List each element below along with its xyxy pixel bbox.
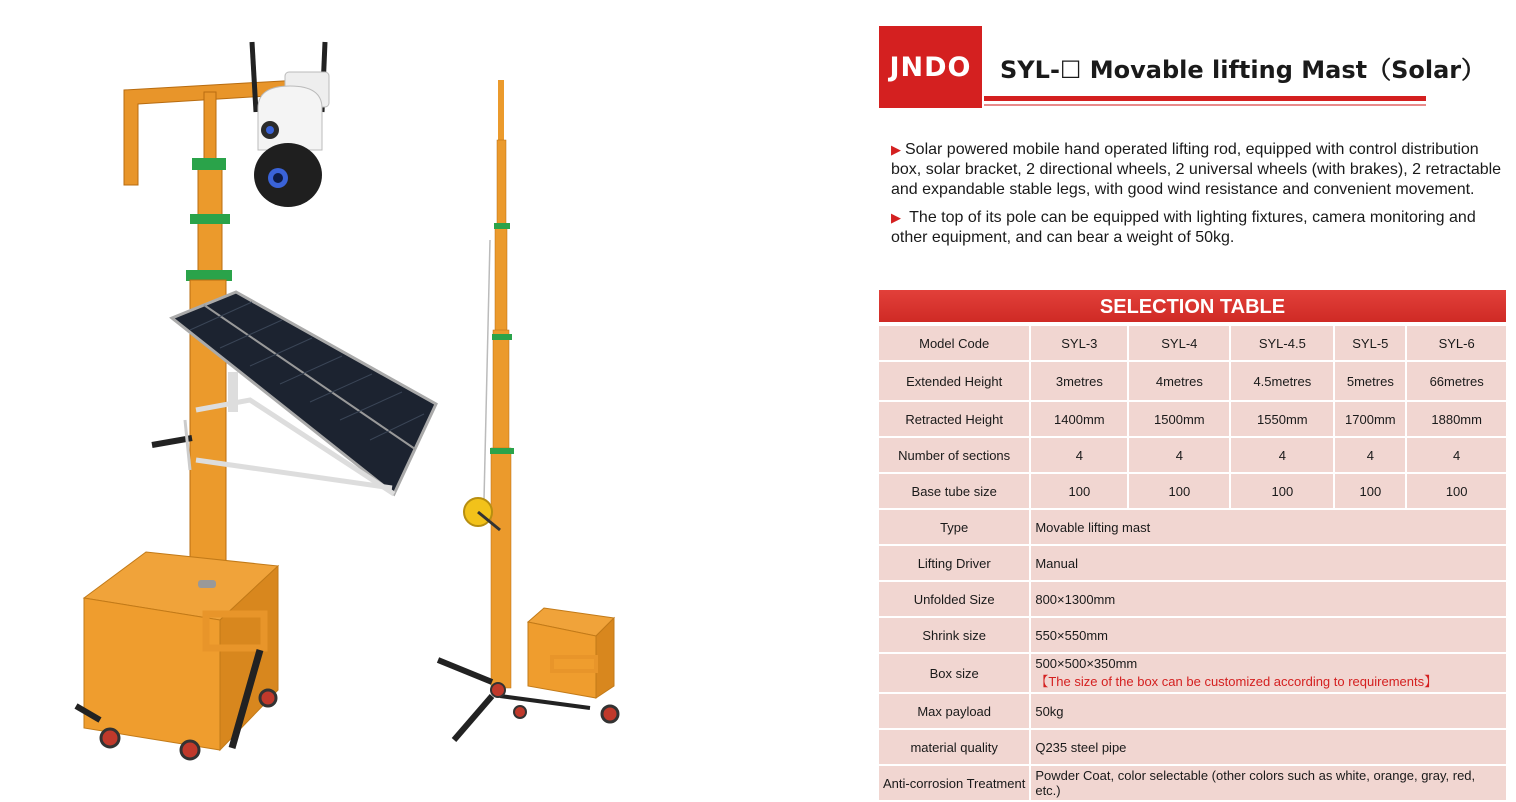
- selection-table-header: SELECTION TABLE: [879, 290, 1506, 322]
- table-row: Shrink size 550×550mm: [879, 618, 1506, 652]
- product-description: [891, 140, 1509, 256]
- box-size-note: 【The size of the box can be customized according to requirements】: [1035, 674, 1438, 689]
- table-row: Lifting Driver Manual: [879, 546, 1506, 580]
- brand-logo: JNDO: [879, 26, 982, 108]
- table-row: Model Code SYL-3 SYL-4 SYL-4.5 SYL-5 SYL-6: [879, 326, 1506, 360]
- table-row: Base tube size 100 100 100 100 100: [879, 474, 1506, 508]
- table-row: Number of sections 4 4 4 4 4: [879, 438, 1506, 472]
- red-triangle-icon: ▶: [891, 142, 901, 157]
- page-title: SYL-☐ Movable lifting Mast（Solar）: [1000, 56, 1486, 84]
- table-row: Retracted Height 1400mm 1500mm 1550mm 1700mm 1880mm: [879, 402, 1506, 436]
- selection-table: [879, 324, 1506, 802]
- red-triangle-icon: ▶: [891, 210, 901, 225]
- table-row: Max payload 50kg: [879, 694, 1506, 728]
- title-underline: [984, 96, 1426, 101]
- left-mast: [76, 42, 436, 759]
- description-paragraph: ▶ Solar powered mobile hand operated lifting rod, equipped with control distribution box, solar bracket, 2 directional wheels, 2 universal wheels (with brakes), 2 retractable and expandable stable legs, with good wind resistance and convenient movement.: [891, 141, 1502, 198]
- table-row: Extended Height 3metres 4metres 4.5metres 5metres 66metres: [879, 362, 1506, 400]
- spec-sheet: [876, 0, 1516, 798]
- right-mast: [438, 80, 618, 740]
- title-underline-thin: [984, 104, 1426, 106]
- table-row: Type Movable lifting mast: [879, 510, 1506, 544]
- table-row: Unfolded Size 800×1300mm: [879, 582, 1506, 616]
- description-paragraph: ▶ The top of its pole can be equipped with lighting fixtures, camera monitoring and other equipment, and can bear a weight of 50kg.: [891, 209, 1476, 246]
- table-row: Box size 500×500×350mm 【The size of the box can be customized according to requirements】: [879, 654, 1506, 692]
- table-row: Anti-corrosion Treatment Powder Coat, color selectable (other colors such as white, orange, gray, red, etc.): [879, 766, 1506, 800]
- table-row: material quality Q235 steel pipe: [879, 730, 1506, 764]
